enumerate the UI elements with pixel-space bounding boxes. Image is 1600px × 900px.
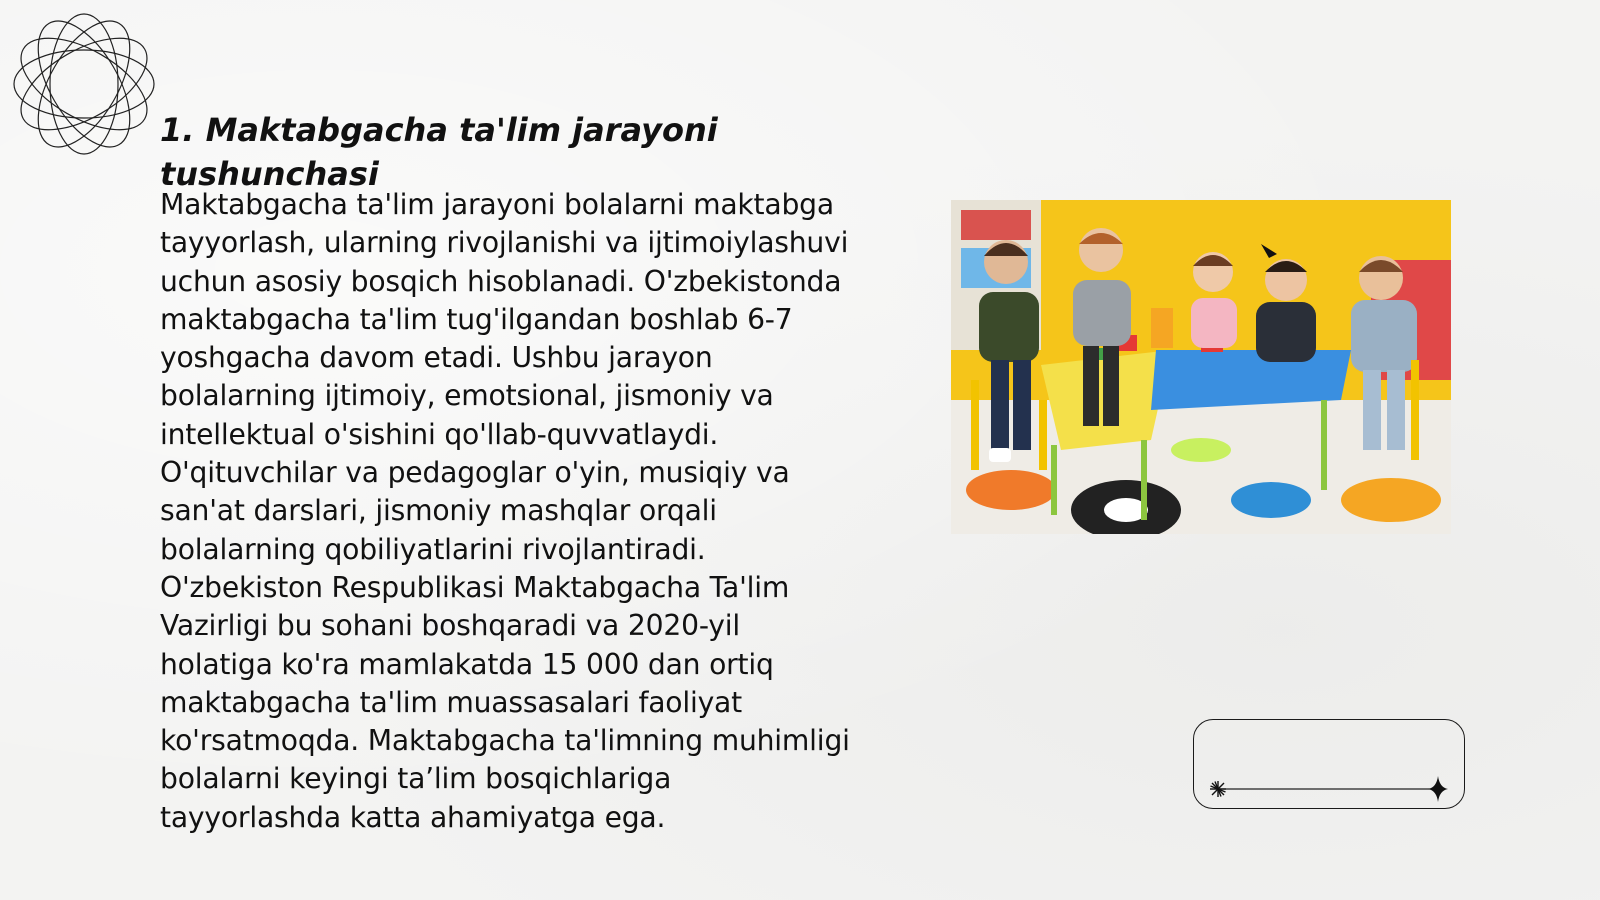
decorative-card <box>1193 719 1465 809</box>
circle-rosette-icon <box>10 10 158 158</box>
children-playing-photo <box>951 200 1451 534</box>
slide-body-text: Maktabgacha ta'lim jarayoni bolalarni maktabga tayyorlash, ularning rivojlanishi va ijtimoiylashuvi uchun asosiy bosqich hisoblanadi. O'zbekistonda maktabgacha ta'lim tug'ilgandan boshlab 6-7 yoshgacha davom etadi. Ushbu jarayon bolalarning ijtimoiy, emotsional, jismoniy va intellektual o'sishini qo'llab-quvvatlaydi. O'qituvchilar va pedagoglar o'yin, musiqiy va san'at darslari, jismoniy mashqlar orqali bolalarning qobiliyatlarini rivojlantiradi. O'zbekiston Respublikasi Maktabgacha Ta'lim Vazirligi bu sohani boshqaradi va 2020-yil holatiga ko'ra mamlakatda 15 000 dan ortiq maktabgacha ta'lim muassasalari faoliyat ko'rsatmoqda. Maktabgacha ta'limning muhimligi bolalarni keyingi ta’lim bosqichlariga tayyorlashda katta ahamiyatga ega. <box>160 188 850 834</box>
slide-title: 1. Maktabgacha ta'lim jarayoni tushunchasi <box>160 111 718 193</box>
sparkle-icon <box>1210 781 1226 797</box>
four-point-star-icon <box>1428 776 1448 802</box>
